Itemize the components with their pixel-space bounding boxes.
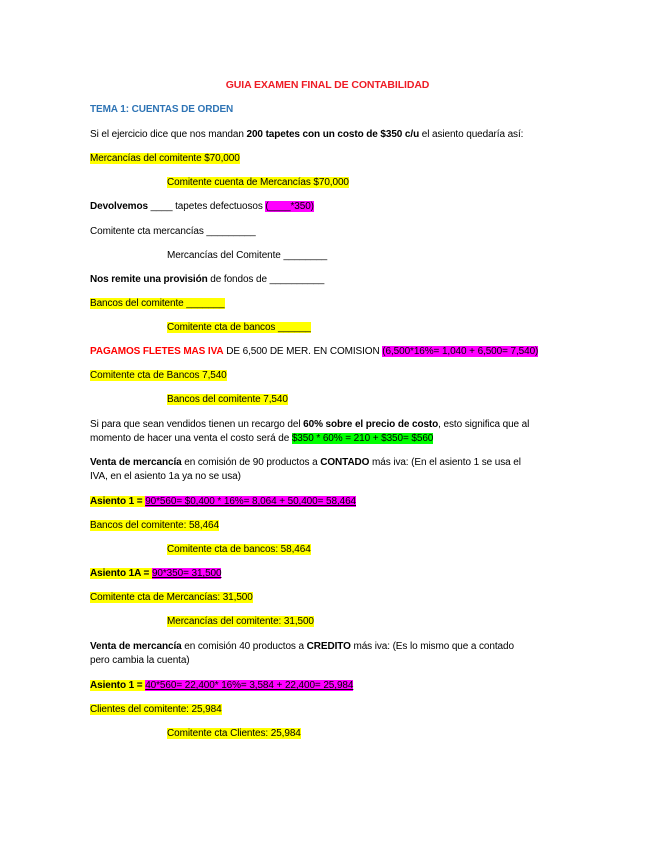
- entry-line: [90, 152, 240, 165]
- provision-bold: Nos remite una provisión: [90, 274, 208, 285]
- venta-text: en comisión de 90 productos a: [181, 457, 321, 468]
- entry-line: Mercancías del Comitente ________: [167, 250, 328, 261]
- venta1-line-1: [90, 456, 521, 469]
- entry-highlight: Comitente cuenta de Mercancías $70,000: [167, 177, 349, 188]
- asiento-formula: 90*350= 31,500: [151, 568, 222, 579]
- section-heading: TEMA 1: CUENTAS DE ORDEN: [90, 104, 234, 115]
- entry-highlight: Comitente cta de Bancos 7,540: [90, 370, 227, 381]
- entry-line: [167, 393, 288, 406]
- entry-line: [167, 176, 349, 189]
- entry-highlight: Bancos del comitente: 58,464: [90, 520, 219, 531]
- recargo-text: momento de hacer una venta el costo será de: [90, 433, 292, 444]
- venta2-line-2: pero cambia la cuenta): [90, 655, 190, 666]
- entry-highlight: Comitente cta de Mercancías: 31,500: [90, 592, 253, 603]
- entry-highlight: Bancos del comitente 7,540: [167, 394, 288, 405]
- fletes-formula: (6,500*16%= 1,040 + 6,500= 7,540): [382, 346, 539, 357]
- entry-highlight: Bancos del comitente _______: [90, 298, 225, 309]
- asiento-line: [90, 567, 221, 580]
- venta-type-bold: CONTADO: [320, 457, 370, 468]
- entry-line: [90, 297, 225, 310]
- intro-bold: 200 tapetes con un costo de $350 c/u: [246, 129, 420, 140]
- devolvemos-formula: (____*350): [265, 201, 314, 212]
- venta2-line-1: [90, 640, 514, 653]
- entry-line: [90, 591, 253, 604]
- entry-highlight: Comitente cta de bancos: 58,464: [167, 544, 311, 555]
- venta-bold: Venta de mercancía: [90, 641, 182, 652]
- asiento-formula: 90*560= $0,400 * 16%= 8,064 + 50,400= 58,464: [145, 496, 357, 507]
- entry-line: [167, 321, 311, 334]
- recargo-formula: $350 * 60% = 210 + $350= $560: [291, 433, 434, 444]
- asiento-label: Asiento 1A =: [90, 568, 152, 579]
- entry-line: [167, 615, 314, 628]
- devolvemos-bold: Devolvemos: [90, 201, 148, 212]
- venta-bold: Venta de mercancía: [90, 457, 182, 468]
- entry-line: [167, 727, 301, 740]
- venta-text-end: más iva: (Es lo mismo que a contado: [350, 641, 514, 652]
- asiento-line: [90, 679, 353, 692]
- venta-type-bold: CREDITO: [306, 641, 351, 652]
- venta-text: en comisión 40 productos a: [181, 641, 307, 652]
- fletes-heading: PAGAMOS FLETES MAS IVA: [90, 346, 224, 357]
- asiento-formula: 40*560= 22,400* 16%= 3,584 + 22,400= 25,984: [145, 680, 354, 691]
- entry-highlight: Mercancías del comitente $70,000: [90, 153, 240, 164]
- entry-line: [90, 703, 222, 716]
- recargo-text: Si para que sean vendidos tienen un recargo del: [90, 419, 304, 430]
- document-title: GUIA EXAMEN FINAL DE CONTABILIDAD: [225, 79, 430, 91]
- entry-highlight: Comitente cta de bancos ______: [167, 322, 311, 333]
- asiento-line: [90, 495, 356, 508]
- provision-line: [90, 273, 324, 286]
- intro-text: Si el ejercicio dice que nos mandan: [90, 129, 247, 140]
- venta1-line-2: IVA, en el asiento 1a ya no se usa): [90, 471, 241, 482]
- entry-highlight: Comitente cta Clientes: 25,984: [167, 728, 301, 739]
- recargo-bold: 60% sobre el precio de costo: [303, 419, 439, 430]
- recargo-line-1: [90, 418, 529, 431]
- intro-paragraph: [90, 128, 523, 141]
- fletes-text: DE 6,500 DE MER. EN COMISION: [223, 346, 383, 357]
- entry-highlight: Clientes del comitente: 25,984: [90, 704, 222, 715]
- devolvemos-line: [90, 200, 314, 213]
- fletes-line: [90, 345, 538, 358]
- entry-line: Comitente cta mercancías _________: [90, 226, 256, 237]
- entry-highlight: Mercancías del comitente: 31,500: [167, 616, 314, 627]
- asiento-label: Asiento 1 =: [90, 680, 146, 691]
- devolvemos-text: ____ tapetes defectuosos: [147, 201, 266, 212]
- provision-text: de fondos de __________: [207, 274, 325, 285]
- entry-line: [167, 543, 311, 556]
- asiento-label: Asiento 1 =: [90, 496, 146, 507]
- entry-line: [90, 519, 219, 532]
- venta-text-end: más iva: (En el asiento 1 se usa el: [369, 457, 521, 468]
- entry-line: [90, 369, 227, 382]
- intro-text-end: el asiento quedaría así:: [419, 129, 524, 140]
- recargo-line-2: [90, 432, 433, 445]
- recargo-text-end: , esto significa que al: [438, 419, 530, 430]
